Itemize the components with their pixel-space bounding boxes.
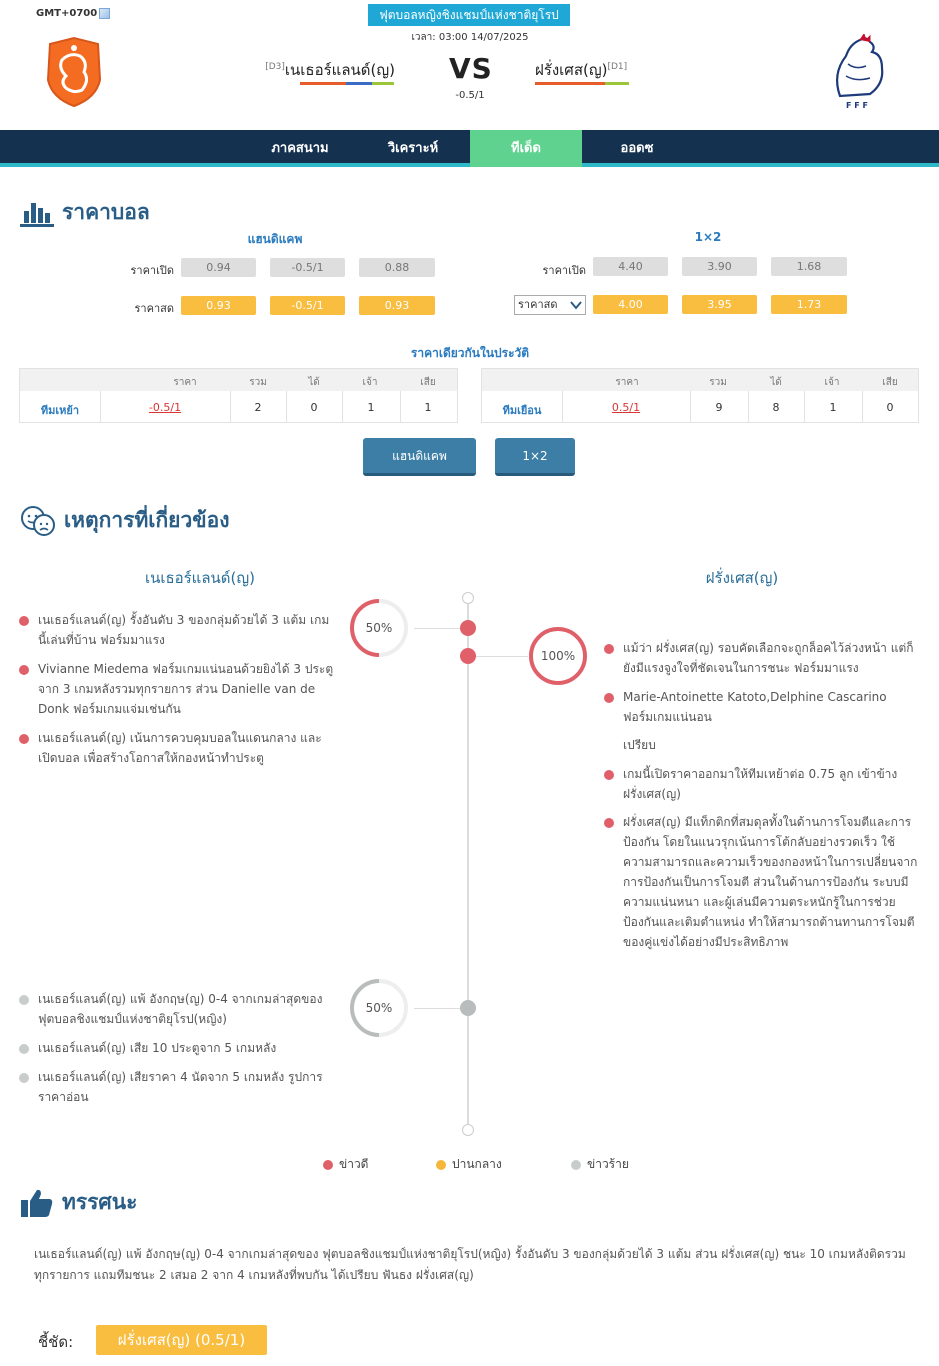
home-bad-dot-1 <box>19 995 29 1005</box>
history-home-col-win: ได้ <box>308 377 320 388</box>
legend-neutral-label: ปานกลาง <box>452 1157 502 1171</box>
history-away-win: 8 <box>772 401 780 414</box>
onextwo-open-away[interactable]: 1.68 <box>771 257 847 276</box>
away-good-dot-3 <box>604 770 614 780</box>
history-home-col-total: รวม <box>249 377 267 388</box>
tip-value[interactable]: ฝรั่งเศส(ญ) (0.5/1) <box>96 1325 267 1355</box>
odds-section-heading <box>20 196 150 229</box>
home-team-logo <box>44 36 104 108</box>
history-away-draw: 1 <box>829 401 837 414</box>
history-away-col-price: ราคา <box>615 377 639 388</box>
connector-home-bad <box>414 1008 460 1009</box>
handicap-history-button[interactable]: แฮนดิแคพ <box>363 438 476 476</box>
away-rank: [D1] <box>607 62 628 72</box>
thumbs-up-icon <box>20 1187 54 1219</box>
away-team-logo <box>826 34 888 112</box>
timeline-node-away-good <box>460 648 476 664</box>
tab-odds[interactable]: ออดซ <box>620 141 654 156</box>
timeline-node-home-good <box>460 620 476 636</box>
home-team-name: เนเธอร์แลนด์(ญ) <box>284 61 395 79</box>
onextwo-open-label: ราคาเปิด <box>542 264 586 277</box>
onextwo-live-draw[interactable]: 3.95 <box>682 295 757 314</box>
away-good-event-2: Marie-Antoinette Katoto,Delphine Cascarino ฟอร์มเกมแน่นอน <box>623 690 887 724</box>
handicap-live-label: ราคาสด <box>134 302 174 315</box>
onextwo-title: 1×2 <box>694 230 722 244</box>
away-good-dot-2 <box>604 693 614 703</box>
away-color-bar <box>535 82 629 85</box>
opinion-text: เนเธอร์แลนด์(ญ) แพ้ อังกฤษ(ญ) 0-4 จากเกมล่าสุดของ ฟุตบอลชิงแชมป์แห่งชาติยุโรป(หญิง) รั้งอันดับ 3 ของกลุ่มด้วยได้ 3 แต้ม ส่วน ฝรั่งเศส(ญ) ชนะ 10 เกมหลังติดรวมทุกรายการ แถมทีมชนะ 2 เสมอ 2 จาก 4 เกมหลังที่พบกัน ได้เปรียบ ฟันธง ฝรั่งเศส(ญ) <box>34 1247 906 1282</box>
home-bad-event-3: เนเธอร์แลนด์(ญ) เสียราคา 4 นัดจาก 5 เกมหลัง รูปการราคาอ่อน <box>38 1070 323 1104</box>
history-home-win: 0 <box>310 401 318 414</box>
home-bad-dot-2 <box>19 1044 29 1054</box>
away-logo-text: F F F <box>846 101 868 110</box>
handicap-open-label: ราคาเปิด <box>130 264 174 277</box>
history-away-price[interactable]: 0.5/1 <box>611 401 641 414</box>
legend-bad-label: ข่าวร้าย <box>587 1157 629 1171</box>
legend-good-label: ข่าวดี <box>339 1157 369 1171</box>
timezone-text: GMT+0700 <box>36 8 98 19</box>
home-rank: [D3] <box>265 62 285 72</box>
home-good-percent: 50% <box>365 621 393 635</box>
vs-label: VS <box>449 52 493 85</box>
onextwo-live-home[interactable]: 4.00 <box>593 295 668 314</box>
home-good-event-1: เนเธอร์แลนด์(ญ) รั้งอันดับ 3 ของกลุ่มด้วยได้ 3 แต้ม เกมนี้เล่นที่บ้าน ฟอร์มมาแรง <box>38 613 330 647</box>
timeline-end-node <box>462 1124 474 1136</box>
handicap-live-home[interactable]: 0.93 <box>181 296 256 315</box>
history-away-lose: 0 <box>886 401 894 414</box>
history-home-col-draw: เจ้า <box>362 377 378 388</box>
legend-bad <box>571 1155 629 1174</box>
calendar-icon[interactable] <box>99 8 110 19</box>
onextwo-history-button[interactable]: 1×2 <box>495 438 575 476</box>
away-team[interactable] <box>535 58 700 82</box>
tip-label: ชี้ชัด: <box>38 1333 74 1351</box>
events-timeline <box>467 598 469 1130</box>
tab-tips[interactable]: ทีเด็ด <box>470 130 582 167</box>
handicap-open-away[interactable]: 0.88 <box>359 258 435 277</box>
away-good-event-3: เกมนี้เปิดราคาออกมาให้ทีมเหย้าต่อ 0.75 ลูก เข้าข้าง ฝรั่งเศส(ญ) <box>623 767 898 801</box>
home-team[interactable] <box>230 58 395 82</box>
odds-title: ราคาบอล <box>62 200 150 224</box>
events-home-team: เนเธอร์แลนด์(ญ) <box>144 569 256 587</box>
connector-home-good <box>414 628 460 629</box>
away-good-dot-1 <box>604 644 614 654</box>
away-advantage-label: เปรียบ <box>623 738 656 752</box>
away-good-dot-4 <box>604 818 614 828</box>
faces-icon <box>20 505 56 537</box>
opinion-title: ทรรศนะ <box>62 1190 138 1214</box>
home-good-dot-2 <box>19 665 29 675</box>
handicap-live-away[interactable]: 0.93 <box>359 296 435 315</box>
handicap-open-line[interactable]: -0.5/1 <box>270 258 345 277</box>
history-away-total: 9 <box>715 401 723 414</box>
history-home-draw: 1 <box>367 401 375 414</box>
history-away-col-draw: เจ้า <box>824 377 840 388</box>
history-home-total: 2 <box>254 401 262 414</box>
timeline-node-home-bad <box>460 1000 476 1016</box>
onextwo-live-away[interactable]: 1.73 <box>771 295 847 314</box>
handicap-title: แฮนดิแคพ <box>247 232 303 246</box>
legend-bad-dot <box>571 1160 581 1170</box>
history-away-col-total: รวม <box>709 377 727 388</box>
chevron-down-icon <box>570 300 582 310</box>
league-title[interactable]: ฟุตบอลหญิงชิงแชมป์แห่งชาติยุโรป <box>368 4 570 26</box>
home-bad-event-1: เนเธอร์แลนด์(ญ) แพ้ อังกฤษ(ญ) 0-4 จากเกมล่าสุดของ ฟุตบอลชิงแชมป์แห่งชาติยุโรป(หญิง) <box>38 992 323 1026</box>
home-color-bar <box>300 82 394 85</box>
history-home-lose: 1 <box>424 401 432 414</box>
history-away-label: ทีมเยือน <box>502 404 542 417</box>
history-home-col-price: ราคา <box>173 377 197 388</box>
handicap-open-home[interactable]: 0.94 <box>181 258 256 277</box>
events-away-team: ฝรั่งเศส(ญ) <box>705 569 779 587</box>
history-table-home <box>19 368 458 423</box>
history-table-away <box>481 368 919 423</box>
legend-neutral-dot <box>436 1160 446 1170</box>
match-time: เวลา: 03:00 14/07/2025 <box>411 32 529 43</box>
handicap-live-line[interactable]: -0.5/1 <box>270 296 345 315</box>
legend-good-dot <box>323 1160 333 1170</box>
away-good-event-4: ฝรั่งเศส(ญ) มีแท็กติกที่สมดุลทั้งในด้านการโจมตีและการป้องกัน โดยในแนวรุกเน้นการโต้กลับอย่างรวดเร็ว ใช้ความสามารถและความเร็วของกองหน้าในการเปลี่ยนจากการป้องกันเป็นการโจมตี ส่วนในด้านการป้องกัน ระบบมีความแน่นหนา และผู้เล่นมีความตระหนักรู้ในการช่วยป้องกันและเติมตำแหน่ง ทำให้สามารถต้านทานการโจมตีของคู่แข่งได้อย่างมีประสิทธิภาพ <box>623 815 918 949</box>
header-handicap: -0.5/1 <box>455 90 485 101</box>
away-good-percent: 100% <box>540 649 576 663</box>
connector-away-good <box>476 656 528 657</box>
history-away-col-lose: เสีย <box>882 377 898 388</box>
legend-good <box>323 1155 368 1174</box>
timezone-label[interactable] <box>36 8 110 19</box>
home-good-event-3: เนเธอร์แลนด์(ญ) เน้นการควบคุมบอลในแดนกลาง และเปิดบอล เพื่อสร้างโอกาสให้กองหน้าทำประตู <box>38 731 322 765</box>
away-good-event-1: แม้ว่า ฝรั่งเศส(ญ) รอบคัดเลือกจะถูกล็อคไว้ล่วงหน้า แต่ก็ยังมีแรงจูงใจที่ชัดเจนในการชนะ ฟอร์มมาแรง <box>623 641 914 675</box>
history-title: ราคาเดียวกันในประวัติ <box>410 346 530 360</box>
history-home-col-lose: เสีย <box>420 377 436 388</box>
home-good-event-2: Vivianne Miedema ฟอร์มเกมแน่นอนด้วยยิงได้ 3 ประตู จาก 3 เกมหลังรวมทุกรายการ ส่วน Danielle van de Donk ฟอร์มเกมแจ่มเช่นกัน <box>38 662 334 716</box>
history-home-label: ทีมเหย้า <box>40 404 80 417</box>
onextwo-open-home[interactable]: 4.40 <box>593 257 668 276</box>
history-away-col-win: ได้ <box>770 377 782 388</box>
events-title: เหตุการที่เกี่ยวข้อง <box>64 508 230 532</box>
history-home-price[interactable]: -0.5/1 <box>148 401 182 414</box>
odds-type-select[interactable] <box>514 295 586 315</box>
onextwo-open-draw[interactable]: 3.90 <box>682 257 757 276</box>
home-bad-percent: 50% <box>365 1001 393 1015</box>
home-good-dot-3 <box>19 734 29 744</box>
bar-chart-icon <box>20 199 54 227</box>
tab-field[interactable]: ภาคสนาม <box>271 141 329 156</box>
timeline-start-node <box>462 592 474 604</box>
away-team-name: ฝรั่งเศส(ญ) <box>535 61 608 79</box>
home-bad-event-2: เนเธอร์แลนด์(ญ) เสีย 10 ประตูจาก 5 เกมหลัง <box>38 1041 277 1055</box>
home-bad-dot-3 <box>19 1073 29 1083</box>
tab-analysis[interactable]: วิเคราะห์ <box>387 141 439 156</box>
odds-type-value: ราคาสด <box>518 298 558 311</box>
home-good-dot-1 <box>19 616 29 626</box>
opinion-section-heading <box>20 1186 137 1219</box>
main-nav <box>0 130 939 167</box>
events-section-heading <box>20 504 230 537</box>
legend-neutral <box>436 1155 502 1174</box>
